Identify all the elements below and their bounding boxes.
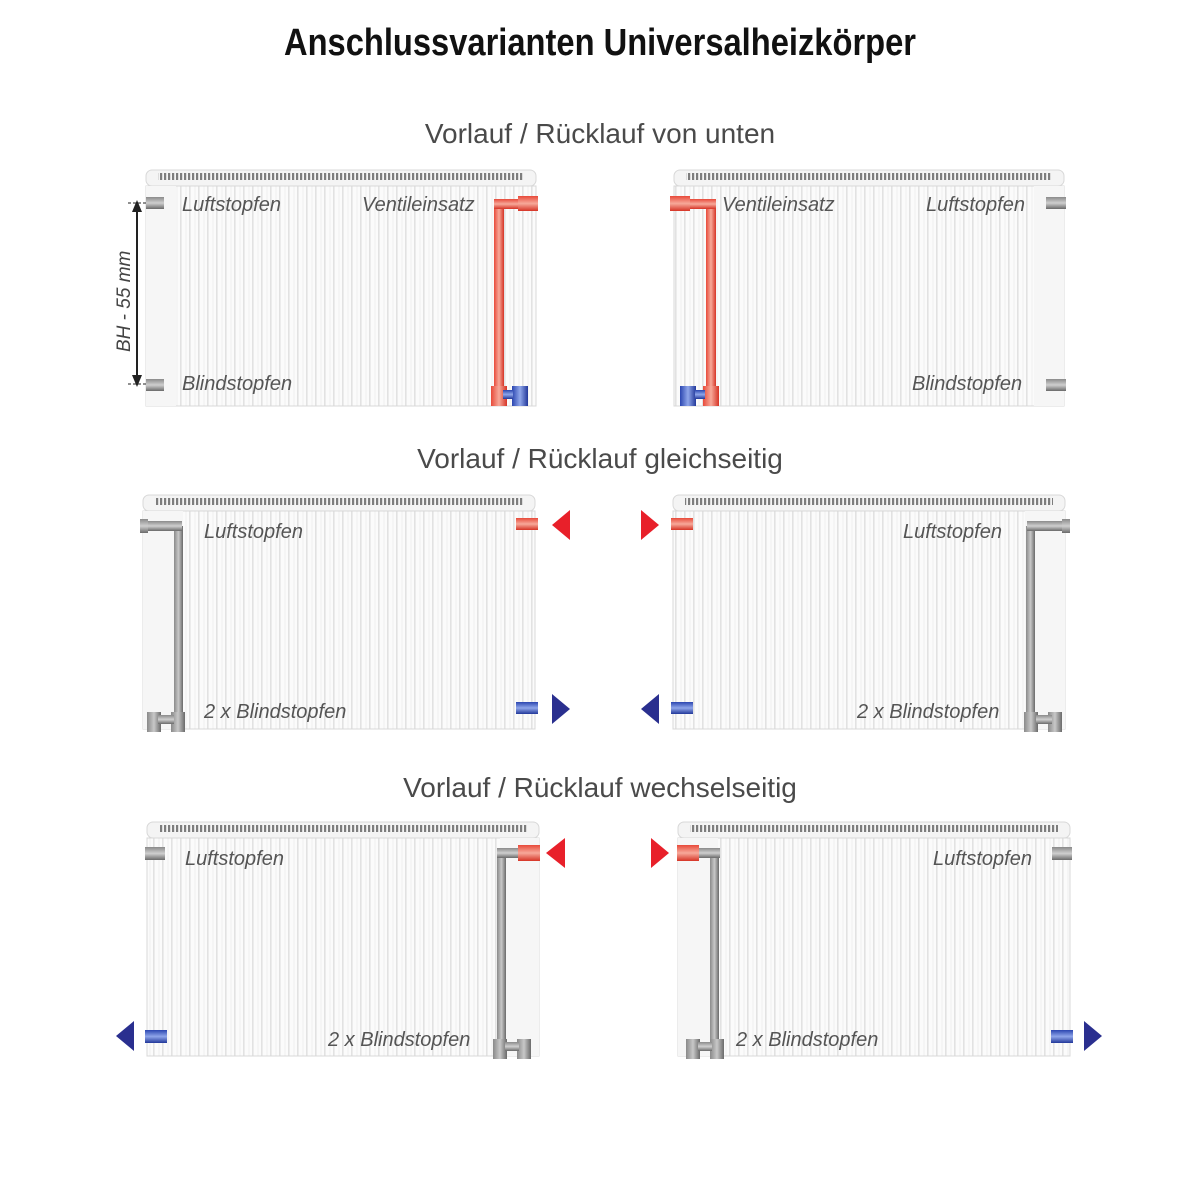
supply-connection [671, 518, 693, 530]
section-heading-bottom-connection: Vorlauf / Rücklauf von unten [424, 118, 776, 149]
label-ventileinsatz: Ventileinsatz [722, 194, 835, 216]
return-connection [145, 1030, 167, 1043]
label-ventileinsatz: Ventileinsatz [362, 194, 475, 216]
air-plug [1052, 847, 1072, 860]
label-blindstopfen: Blindstopfen [912, 373, 1023, 395]
supply-arrow-icon [651, 838, 669, 868]
label-2x-blindstopfen: 2 x Blindstopfen [204, 701, 347, 723]
return-arrow-icon [116, 1021, 134, 1051]
label-luftstopfen: Luftstopfen [926, 194, 1025, 216]
return-arrow-icon [552, 694, 570, 724]
blind-plug [1046, 379, 1066, 391]
label-blindstopfen: Blindstopfen [182, 373, 293, 395]
supply-arrow-icon [546, 838, 565, 868]
supply-connection [516, 518, 538, 530]
return-arrow-icon [1084, 1021, 1102, 1051]
supply-arrow-icon [641, 510, 659, 540]
page-title: Anschlussvarianten Universalheizkörper [283, 22, 917, 64]
label-2x-blindstopfen: 2 x Blindstopfen [736, 1029, 879, 1051]
label-luftstopfen: Luftstopfen [933, 848, 1032, 870]
air-plug [1046, 197, 1066, 209]
supply-arrow-icon [552, 510, 570, 540]
label-luftstopfen: Luftstopfen [185, 848, 284, 870]
return-connection [1051, 1030, 1073, 1043]
label-2x-blindstopfen: 2 x Blindstopfen [328, 1029, 471, 1051]
radiator-same-side-right [673, 495, 1065, 729]
section-heading-same-side: Vorlauf / Rücklauf gleichseitig [417, 443, 783, 474]
radiator-same-side-left [143, 495, 535, 729]
blind-plug [146, 379, 164, 391]
label-luftstopfen: Luftstopfen [204, 521, 303, 543]
label-2x-blindstopfen: 2 x Blindstopfen [857, 701, 1000, 723]
dimension-label: BH - 55 mm [114, 250, 135, 352]
air-plug [145, 847, 165, 860]
air-plug [146, 197, 164, 209]
return-connection [671, 702, 693, 714]
label-luftstopfen: Luftstopfen [182, 194, 281, 216]
return-arrow-icon [641, 694, 659, 724]
label-luftstopfen: Luftstopfen [903, 521, 1002, 543]
section-heading-alternating: Vorlauf / Rücklauf wechselseitig [403, 772, 797, 803]
return-connection [516, 702, 538, 714]
